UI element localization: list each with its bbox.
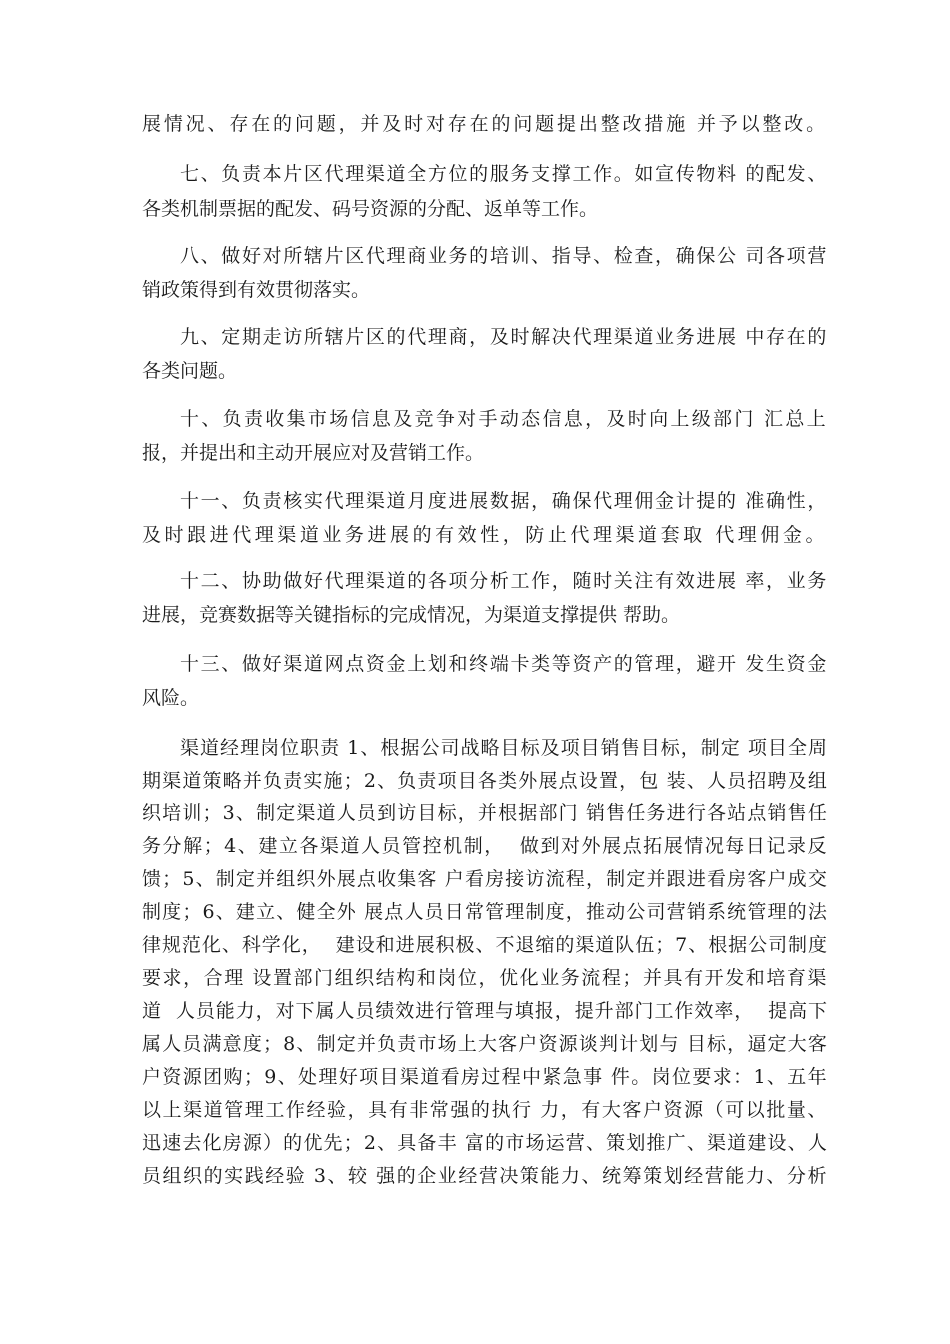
- paragraph-7-line-2: 各类机制票据的配发、码号资源的分配、返单等工作。: [142, 198, 599, 220]
- paragraph-9-line-1: 九、定期走访所辖片区的代理商，及时解决代理渠道业务进展 中存在的: [180, 326, 828, 348]
- paragraph-12-line-2: 进展，竞赛数据等关键指标的完成情况，为渠道支撑提供 帮助。: [142, 604, 681, 626]
- duties-line-7: 律规范化、科学化， 建设和进展积极、不退缩的渠道队伍；7、根据公司制度: [142, 934, 828, 956]
- duties-line-6: 制度；6、建立、健全外 展点人员日常管理制度，推动公司营销系统管理的法: [142, 901, 828, 923]
- duties-line-5: 馈；5、制定并组织外展点收集客 户看房接访流程，制定并跟进看房客户成交: [142, 868, 828, 890]
- paragraph-11-line-1: 十一、负责核实代理渠道月度进展数据，确保代理佣金计提的 准确性，: [180, 490, 828, 512]
- duties-line-1: 渠道经理岗位职责 1、根据公司战略目标及项目销售目标，制定 项目全周: [180, 737, 828, 759]
- text-line: 展情况、存在的问题，并及时对存在的问题提出整改措施 并予以整改。: [142, 113, 828, 135]
- paragraph-7-line-1: 七、负责本片区代理渠道全方位的服务支撑工作。如宣传物料 的配发、: [180, 163, 828, 185]
- paragraph-10-line-2: 报，并提出和主动开展应对及营销工作。: [142, 442, 485, 464]
- paragraph-13-line-1: 十三、做好渠道网点资金上划和终端卡类等资产的管理，避开 发生资金: [180, 653, 828, 675]
- paragraph-8-line-1: 八、做好对所辖片区代理商业务的培训、指导、检查，确保公 司各项营: [180, 245, 828, 267]
- duties-line-11: 户资源团购；9、处理好项目渠道看房过程中紧急事 件。岗位要求：1、五年: [142, 1066, 828, 1088]
- duties-line-10: 属人员满意度；8、制定并负责市场上大客户资源谈判计划与 目标，逼定大客: [142, 1033, 828, 1055]
- duties-line-8: 要求，合理 设置部门组织结构和岗位，优化业务流程；并具有开发和培育渠: [142, 967, 828, 989]
- paragraph-10-line-1: 十、负责收集市场信息及竞争对手动态信息，及时向上级部门 汇总上: [180, 408, 828, 430]
- paragraph-8-line-2: 销政策得到有效贯彻落实。: [142, 279, 371, 301]
- paragraph-12-line-1: 十二、协助做好代理渠道的各项分析工作，随时关注有效进展 率，业务: [180, 570, 828, 592]
- paragraph-13-line-2: 风险。: [142, 687, 200, 709]
- paragraph-9-line-2: 各类问题。: [142, 360, 238, 382]
- duties-line-12: 以上渠道管理工作经验，具有非常强的执行 力，有大客户资源（可以批量、: [142, 1099, 828, 1121]
- paragraph-11-line-2: 及时跟进代理渠道业务进展的有效性，防止代理渠道套取 代理佣金。: [142, 524, 828, 546]
- duties-line-3: 织培训；3、制定渠道人员到访目标，并根据部门 销售任务进行各站点销售任: [142, 802, 828, 824]
- duties-line-2: 期渠道策略并负责实施；2、负责项目各类外展点设置，包 装、人员招聘及组: [142, 770, 828, 792]
- duties-line-14: 员组织的实践经验 3、较 强的企业经营决策能力、统筹策划经营能力、分析: [142, 1165, 828, 1187]
- duties-line-4: 务分解；4、建立各渠道人员管控机制， 做到对外展点拓展情况每日记录反: [142, 835, 828, 857]
- duties-line-9: 道 人员能力，对下属人员绩效进行管理与填报，提升部门工作效率， 提高下: [142, 1000, 828, 1022]
- duties-line-13: 迅速去化房源）的优先；2、具备丰 富的市场运营、策划推广、渠道建设、人: [142, 1132, 828, 1154]
